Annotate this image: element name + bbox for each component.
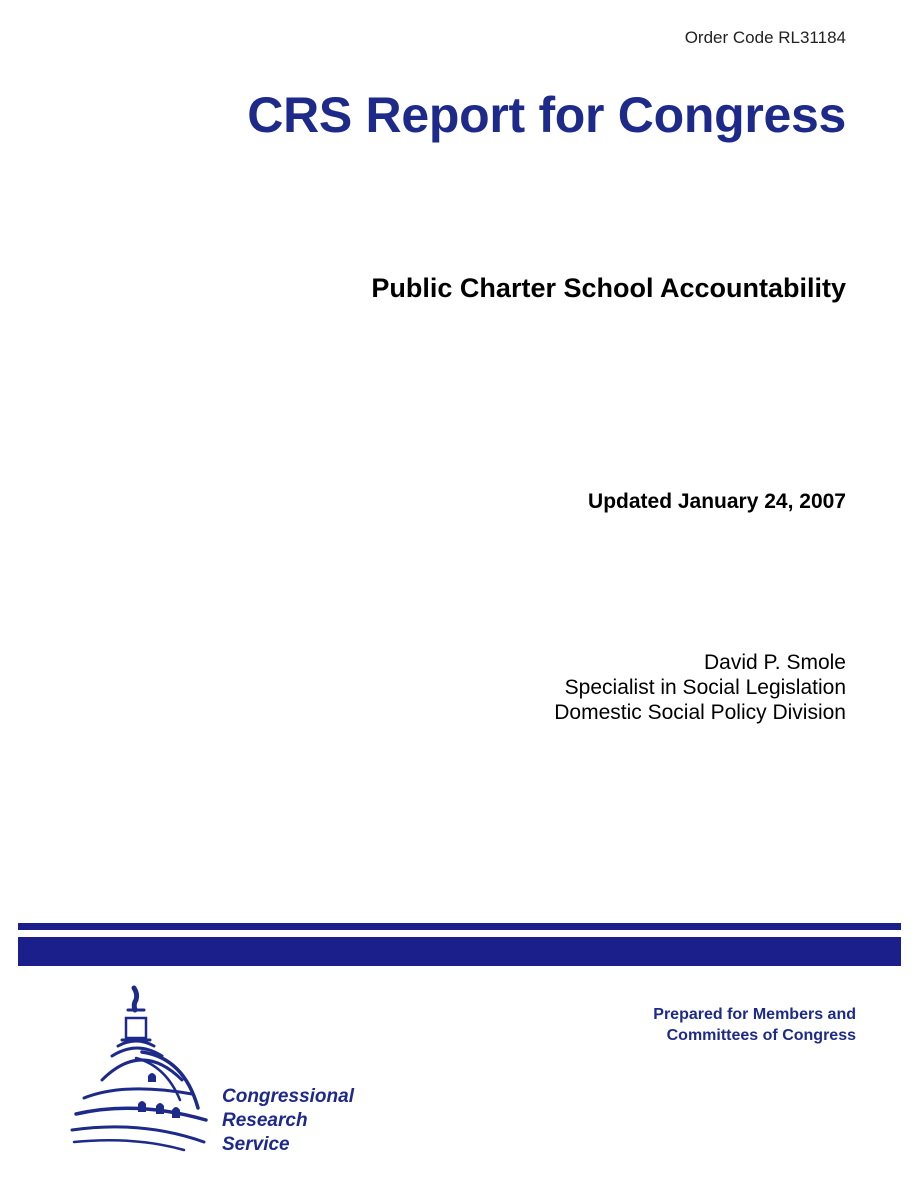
- logo-line-2: Research: [222, 1110, 308, 1131]
- author-division: Domestic Social Policy Division: [554, 701, 846, 724]
- updated-date: Updated January 24, 2007: [588, 490, 846, 513]
- logo-line-3: Service: [222, 1134, 290, 1155]
- logo-line-1: Congressional: [222, 1086, 354, 1107]
- banner-title: CRS Report for Congress: [247, 87, 846, 143]
- author-block: [554, 650, 846, 725]
- prepared-for: [653, 1004, 856, 1046]
- author-name: David P. Smole: [703, 651, 846, 674]
- logo-wordmark: [222, 1085, 354, 1157]
- order-code: Order Code RL31184: [684, 28, 846, 47]
- prepared-line-1: Prepared for Members and: [653, 1006, 856, 1023]
- prepared-line-2: Committees of Congress: [666, 1027, 856, 1044]
- divider-thin: [18, 923, 901, 930]
- report-title: Public Charter School Accountability: [371, 273, 846, 303]
- divider-thick: [18, 937, 901, 966]
- capitol-dome-icon: [62, 980, 212, 1160]
- author-role: Specialist in Social Legislation: [564, 676, 846, 699]
